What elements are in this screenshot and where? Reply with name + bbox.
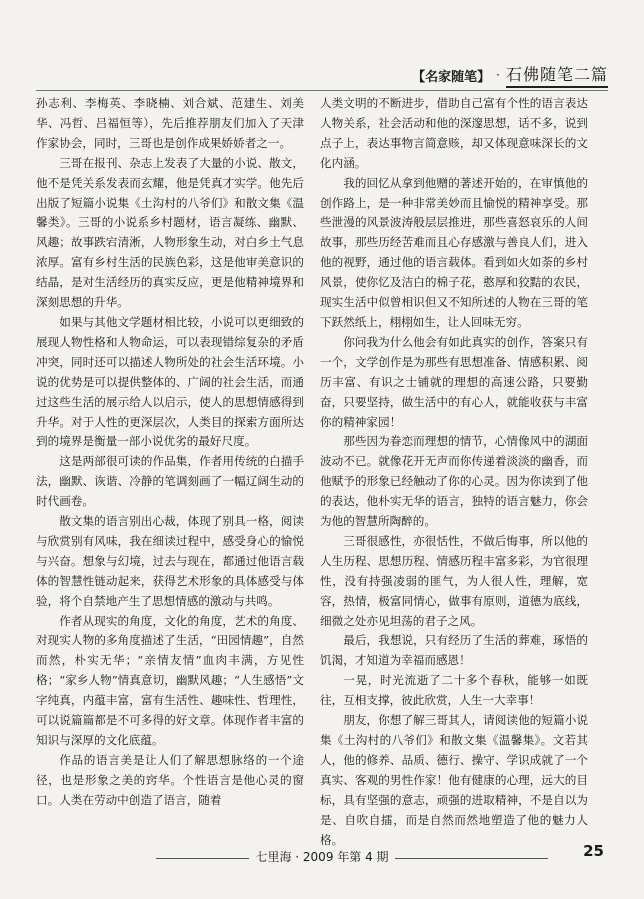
paragraph: 三哥在报刊、杂志上发表了大量的小说、散文，他不是凭关系发表而玄耀，他是凭真才实学。他先后出版了短篇小说集《土沟村的八爷们》和散文集《温馨类》。三哥的小说系乡村题材，语言凝练、幽默、风趣；故事跌宕清淅，人物形象生动，对白乡土气息浓厚。富有乡村生活的民族色彩，这是他审美意识的结晶，是对生活经历的真实反应，更是他精神境界和深刻思想的升华。 [36, 155, 304, 310]
page-header [36, 64, 608, 86]
journal-issue: 七里海 · 2009 年第 4 期 [249, 850, 394, 864]
paragraph: 朋友，你想了解三哥其人，请阅读他的短篇小说集《土沟村的八爷们》和散文集《温馨集》。文若其人，他的修养、品质、德行、操守、学识成就了一个真实、客观的男性作家！他有健康的心理，远大的目标，具有坚强的意志，顽强的进取精神，不是自以为是、自吹自擂，而是自然而然地塑造了他的魅力人格。 [320, 713, 588, 847]
paragraph: 我的回忆从拿到他赠的著述开始的，在审慎他的创作路上，是一种非常美妙而且愉悦的精神享受。那些泄漫的风景波涛般层层推进，那些喜怒哀乐的人间故事，那些历经苦难而且心存感激与善良人们，进入他的视野，通过他的语言载体。看到如火如荼的乡村风景，使你忆及洁白的棉子花，憨厚和狡黠的农民，现实生活中似曾相识但又不知所述的人物在三哥的笔下跃然纸上，栩栩如生，让人回味无穷。 [320, 175, 588, 329]
right-column [320, 94, 588, 850]
column-tag: 【名家随笔】 [412, 69, 491, 85]
left-column [36, 94, 304, 811]
paragraph: 孙志利、李梅英、李晓楠、刘合斌、范建生、刘美华、冯哲、吕福恒等），先后推荐朋友们加入了天津作家协会，同时，三哥也是创作成果娇娇者之一。 [36, 96, 304, 150]
paragraph: 作品的语言美是让人们了解思想脉络的一个途径，也是形象之美的窍华。个性语言是他心灵的窗口。人类在劳动中创造了语言，随着 [36, 752, 304, 807]
paragraph: 你问我为什么他会有如此真实的创作，答案只有一个，文学创作是为那些有思想准备、情感积累、阅历丰富、有识之士铺就的理想的高速公路，只要勤奋，只要坚持，做生活中的有心人，就能收获与丰富你的精神家园！ [320, 334, 588, 429]
paragraph: 那些因为眷恋而理想的情节，心情像风中的湖面波动不已。就像花开无声而你传递着淡淡的幽香，而他赋予的形象已经触动了你的心灵。因为你读到了他的表达，他朴实无华的语言，独特的语言魅力，你会为他的智慧所陶醉的。 [320, 434, 588, 529]
page-footer [36, 842, 608, 870]
paragraph: 如果与其他文学题材相比较，小说可以更细致的展现人物性格和人物命运，可以表现错综复杂的矛盾冲突，同时还可以描述人物所处的社会生活环境。小说的优势是可以提供整体的、广阔的社会生活，而通过这些生活的展示给人以启示，使人的思想情感得到升华。对于人性的更深层次，人类目的探索方面所达到的境界是衡量一部小说优劣的最好尺度。 [36, 314, 304, 449]
header-separator: · [496, 68, 500, 82]
paragraph: 最后，我想说，只有经历了生活的葬难，琢悟的饥渴，才知道为幸福而感恩！ [320, 633, 588, 668]
paragraph: 人类文明的不断进步，借助自己富有个性的语言表达人物关系，社会活动和他的深邃思想，话不多，说到点子上，表达事物言简意赅，却又体现意味深长的文化内涵。 [320, 96, 588, 170]
paragraph: 这是两部很可读的作品集，作者用传统的白描手法，幽默、诙谐、冷静的笔调刻画了一幅辽阔生动的时代画卷。 [36, 454, 304, 509]
paragraph: 散文集的语言别出心裁，体现了别具一格，阅读与欣赏别有风味，我在细读过程中，感受身心的愉悦与兴奋。想象与幻境，过去与现在，都通过他语言载体的智慧性链动起来，获得艺术形象的具体感受与体验，将个自禁地产生了思想情感的激动与共鸣。 [36, 514, 304, 608]
header-rule [36, 90, 608, 91]
paragraph: 作者从现实的角度，文化的角度，艺术的角度、对现实人物的多角度描述了生活，“田园情趣”，自然而然，朴实无华；“亲情友情”血肉丰满，方见性格；“家乡人物”情真意切，幽默风趣；“人生感悟”文字纯真，内蕴丰富，富有生活性、趣味性、哲理性，可以说篇篇都是不可多得的好文章。体现作者丰富的知识与深厚的文化底蕴。 [36, 613, 304, 747]
column-title: 石佛随笔二篇 [506, 62, 608, 88]
page-number: 25 [583, 842, 604, 860]
paragraph: 三哥很感性，亦很恬性，不做后悔事，所以他的人生历程、思想历程、情感历程丰富多彩，为官很理性，没有持强凌弱的匪气，为人很人性，理解，宽容，热情，极富同情心，做事有原则，道德为底线，细微之处亦见坦荡的君子之风。 [320, 533, 588, 628]
paragraph: 一晃，时光流逝了二十多个春秋，能够一如既往，互相支撑，彼此欣赏，人生一大幸事！ [320, 673, 588, 708]
